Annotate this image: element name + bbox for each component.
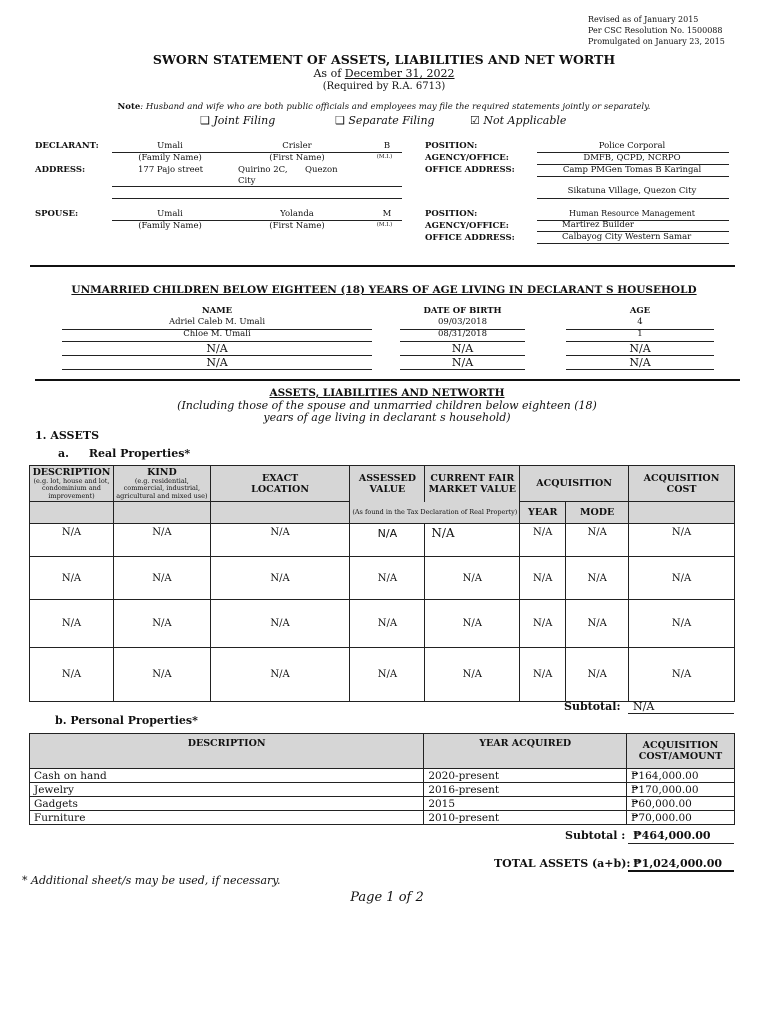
header-assessed	[350, 466, 425, 502]
cell-mode: N/A	[566, 524, 629, 557]
footnote: * Additional sheet/s may be used, if necessary.	[22, 874, 281, 887]
children-header-dob: DATE OF BIRTH	[423, 306, 502, 316]
cell-fair-market: N/A	[425, 524, 520, 557]
declarant-mi-caption: (M.I.)	[376, 154, 393, 160]
cell-description: N/A	[30, 600, 114, 648]
header-description-note: (e.g. lot, house and lot, condominium and improvement)	[33, 477, 110, 500]
pp-cost: ₱70,000.00	[627, 811, 735, 825]
table-row	[30, 811, 735, 825]
header-assessed-line-2: VALUE	[369, 483, 406, 495]
child-age: N/A	[629, 342, 651, 355]
as-of-date: December 31, 2022	[344, 67, 455, 80]
cell-mode: N/A	[566, 557, 629, 600]
cell-location: N/A	[210, 648, 350, 702]
cell-kind: N/A	[113, 600, 210, 648]
header-description	[30, 466, 114, 502]
note-label: Note	[117, 102, 141, 112]
not-applicable-label: Not Applicable	[483, 114, 567, 127]
cell-kind: N/A	[113, 648, 210, 702]
header-spacer	[629, 502, 735, 524]
page-number: Page 1 of 2	[350, 890, 424, 905]
separate-filing-option[interactable]	[335, 114, 435, 127]
real-subtotal-value: N/A	[633, 700, 655, 713]
cell-fair-market: N/A	[425, 557, 520, 600]
note-text: : Husband and wife who are both public officials and employees may file the required statements jointly or separately.	[140, 102, 651, 112]
declarant-family-name: Umali	[157, 141, 183, 151]
personal-properties-table	[29, 733, 735, 825]
cell-assessed: N/A	[350, 600, 425, 648]
child-dob: N/A	[451, 356, 474, 369]
header-mode: MODE	[566, 502, 629, 524]
header-assessed-line-1: ASSESSED	[358, 472, 416, 484]
child-dob: 08/31/2018	[438, 329, 487, 339]
joint-filing-label: Joint Filing	[213, 114, 276, 127]
declarant-agency: DMFB, QCPD, NCRPO	[583, 153, 681, 163]
declarant-address-city-2: City	[238, 176, 256, 186]
pp-description: Furniture	[30, 811, 424, 825]
page-title: SWORN STATEMENT OF ASSETS, LIABILITIES AND NET WORTH	[152, 52, 616, 67]
child-name: N/A	[206, 356, 228, 369]
header-acq-cost	[629, 466, 735, 502]
cell-description: N/A	[30, 524, 114, 557]
total-assets-value: ₱1,024,000.00	[633, 857, 723, 870]
pp-header-description: DESCRIPTION	[30, 734, 424, 769]
cell-mode: N/A	[566, 648, 629, 702]
pp-year: 2016-present	[424, 783, 627, 797]
joint-filing-option[interactable]	[200, 114, 275, 127]
children-header-name: NAME	[201, 306, 233, 316]
cell-acq-cost: N/A	[629, 648, 735, 702]
pp-description: Jewelry	[30, 783, 424, 797]
child-dob: N/A	[451, 342, 474, 355]
pp-header-year: YEAR ACQUIRED	[424, 734, 627, 769]
header-spacer	[113, 502, 210, 524]
as-of-line	[0, 67, 768, 80]
header-kind-label: KIND	[147, 467, 177, 478]
header-spacer	[210, 502, 350, 524]
pp-header-cost-line-2: COST/AMOUNT	[638, 751, 723, 762]
child-name: Adriel Caleb M. Umali	[168, 317, 266, 327]
header-location	[210, 466, 350, 502]
cell-assessed: N/A	[350, 648, 425, 702]
spouse-label: SPOUSE:	[35, 209, 79, 219]
cell-location: N/A	[210, 524, 350, 557]
cell-assessed: N/A	[350, 524, 425, 557]
cell-year: N/A	[520, 557, 566, 600]
spouse-first-name: Yolanda	[280, 209, 314, 219]
assets-section-title: ASSETS, LIABILITIES AND NETWORTH	[269, 387, 505, 399]
child-name: N/A	[206, 342, 228, 355]
child-age: N/A	[629, 356, 651, 369]
spouse-mi: M	[382, 209, 392, 219]
child-age: 1	[637, 329, 643, 339]
real-subtotal-label: Subtotal:	[564, 700, 621, 713]
assets-heading: 1. ASSETS	[35, 429, 100, 442]
cell-acq-cost: N/A	[629, 524, 735, 557]
real-properties-prefix: a.	[58, 447, 69, 460]
cell-fair-market: N/A	[425, 600, 520, 648]
children-section-title: UNMARRIED CHILDREN BELOW EIGHTEEN (18) YEARS OF AGE LIVING IN DECLARANT S HOUSEHOLD	[71, 284, 697, 296]
cell-year: N/A	[520, 600, 566, 648]
csc-resolution: Per CSC Resolution No. 1500088	[588, 26, 723, 35]
cell-description: N/A	[30, 648, 114, 702]
personal-subtotal-label: Subtotal :	[565, 829, 626, 842]
declarant-family-name-caption: (Family Name)	[138, 153, 202, 163]
table-row	[30, 600, 735, 648]
declarant-first-name: Crisler	[282, 141, 312, 151]
spouse-agency: Martirez Builder	[562, 220, 634, 230]
total-assets-label: TOTAL ASSETS (a+b):	[494, 857, 631, 870]
assets-section-subtitle-1: (Including those of the spouse and unmarried children below eighteen (18)	[177, 399, 597, 412]
declarant-position-label: POSITION:	[425, 141, 478, 151]
header-kind	[113, 466, 210, 502]
pp-description: Cash on hand	[30, 769, 424, 783]
declarant-position: Police Corporal	[598, 141, 666, 151]
cell-mode: N/A	[566, 600, 629, 648]
pp-year: 2010-present	[424, 811, 627, 825]
revision-date: Revised as of January 2015	[588, 15, 699, 24]
table-row	[30, 769, 735, 783]
table-row	[30, 797, 735, 811]
real-properties-table	[29, 465, 735, 702]
not-applicable-checkbox-icon[interactable]: ☑	[470, 114, 480, 127]
tax-declaration-note: (As found in the Tax Declaration of Real Property)	[352, 507, 518, 516]
pp-year: 2015	[424, 797, 627, 811]
declarant-office-address-1: Camp PMGen Tomas B Karingal	[562, 165, 702, 175]
declarant-address-street: 177 Pajo street	[138, 165, 204, 175]
cell-fair-market: N/A	[425, 648, 520, 702]
child-name: Chloe M. Umali	[183, 329, 251, 339]
children-header-age: AGE	[629, 306, 651, 316]
table-row	[30, 524, 735, 557]
pp-cost: ₱164,000.00	[627, 769, 735, 783]
cell-kind: N/A	[113, 524, 210, 557]
header-acq-cost-line-1: ACQUISITION	[643, 472, 720, 484]
declarant-address-barangay: Quirino 2C,	[238, 165, 288, 175]
cell-kind: N/A	[113, 557, 210, 600]
pp-cost: ₱170,000.00	[627, 783, 735, 797]
spouse-family-name-caption: (Family Name)	[138, 221, 202, 231]
real-properties-label: Real Properties*	[88, 447, 191, 460]
spouse-position-label: POSITION:	[425, 209, 478, 219]
separate-filing-checkbox-icon[interactable]: ❑	[335, 114, 345, 127]
cell-acq-cost: N/A	[629, 600, 735, 648]
table-row	[30, 783, 735, 797]
pp-header-cost-line-1: ACQUISITION	[642, 740, 719, 751]
declarant-agency-label: AGENCY/OFFICE:	[425, 153, 509, 163]
promulgation-date: Promulgated on January 23, 2015	[588, 37, 725, 46]
spouse-office-address: Calbayog City Western Samar	[562, 232, 692, 242]
declarant-address-city-1: Quezon	[305, 165, 338, 175]
table-row	[30, 557, 735, 600]
spouse-family-name: Umali	[157, 209, 183, 219]
header-fmv-line-1: CURRENT FAIR	[430, 472, 515, 484]
declarant-label: DECLARANT:	[35, 141, 99, 151]
pp-cost: ₱60,000.00	[627, 797, 735, 811]
cell-year: N/A	[520, 648, 566, 702]
header-fair-market	[425, 466, 520, 502]
real-properties-heading	[58, 447, 190, 460]
header-location-line-1: EXACT	[261, 472, 299, 484]
pp-description: Gadgets	[30, 797, 424, 811]
pp-year: 2020-present	[424, 769, 627, 783]
header-location-line-2: LOCATION	[251, 483, 310, 495]
spouse-agency-label: AGENCY/OFFICE:	[425, 221, 509, 231]
header-spacer	[30, 502, 114, 524]
header-year: YEAR	[520, 502, 566, 524]
child-age: 4	[637, 317, 643, 327]
header-acquisition: ACQUISITION	[520, 466, 629, 502]
declarant-office-address-2: Sikatuna Village, Quezon City	[567, 186, 697, 196]
not-applicable-option[interactable]	[470, 114, 566, 127]
spouse-mi-caption: (M.I.)	[376, 222, 393, 228]
revision-block	[588, 14, 725, 47]
joint-filing-checkbox-icon[interactable]: ❑	[200, 114, 210, 127]
pp-header-cost	[627, 734, 735, 769]
declarant-office-address-label: OFFICE ADDRESS:	[425, 165, 515, 175]
header-description-label: DESCRIPTION	[32, 467, 111, 478]
header-acq-cost-line-2: COST	[666, 483, 697, 495]
cell-location: N/A	[210, 600, 350, 648]
cell-location: N/A	[210, 557, 350, 600]
cell-acq-cost: N/A	[629, 557, 735, 600]
cell-year: N/A	[520, 524, 566, 557]
spouse-position: Human Resource Management	[568, 209, 696, 218]
personal-properties-heading: b. Personal Properties*	[55, 714, 198, 727]
as-of-label: As of	[313, 67, 342, 80]
spouse-office-address-label: OFFICE ADDRESS:	[425, 233, 515, 243]
declarant-mi: B	[383, 141, 391, 151]
cell-description: N/A	[30, 557, 114, 600]
spouse-first-name-caption: (First Name)	[269, 221, 325, 231]
header-tax-note	[350, 502, 520, 524]
assets-section-subtitle-2: years of age living in declarant s household)	[263, 411, 511, 424]
personal-subtotal-value: ₱464,000.00	[633, 829, 711, 842]
filing-note	[0, 102, 768, 112]
cell-assessed: N/A	[350, 557, 425, 600]
declarant-address-label: ADDRESS:	[35, 165, 86, 175]
required-by: (Required by R.A. 6713)	[322, 81, 446, 92]
declarant-first-name-caption: (First Name)	[269, 153, 325, 163]
header-kind-note: (e.g. residential, commercial, industrial, agricultural and mixed use)	[116, 477, 208, 500]
separate-filing-label: Separate Filing	[348, 114, 435, 127]
child-dob: 09/03/2018	[438, 317, 487, 327]
header-fmv-line-2: MARKET VALUE	[428, 483, 516, 495]
table-row	[30, 648, 735, 702]
